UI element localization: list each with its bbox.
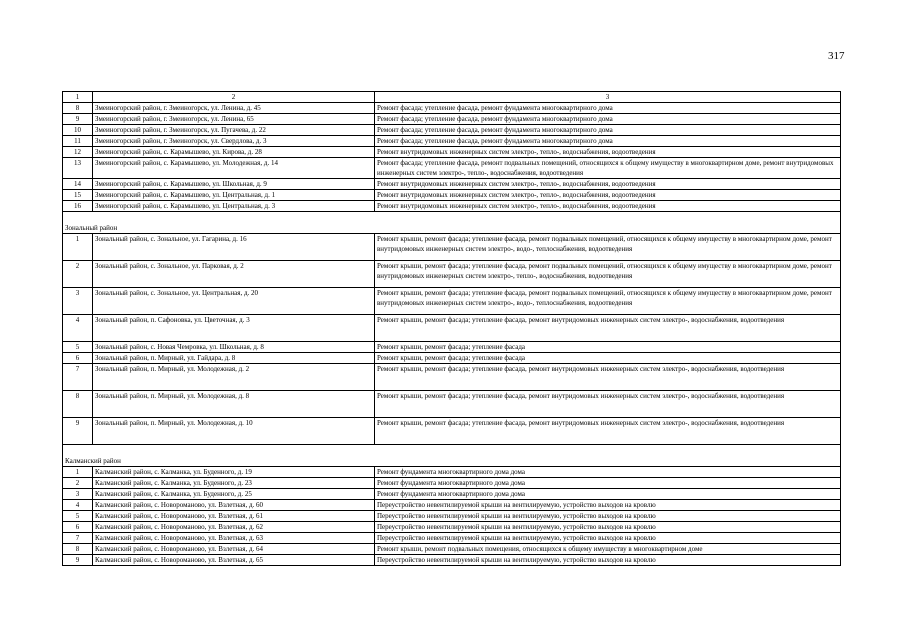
row-address: Зональный район, п. Мирный, ул. Молодежная, д. 10 (93, 418, 375, 445)
table-row (63, 125, 841, 136)
row-works: Переустройство невентилируемой крыши на вентилируемую, устройство выходов на кровлю (375, 511, 841, 522)
row-address: Калманский район, с. Калманка, ул. Буденного, д. 19 (93, 467, 375, 478)
row-works: Ремонт крыши, ремонт фасада; утепление фасада, ремонт подвальных помещений, относящихся к общему имуществу в многоквартирном доме, ремонт внутридомовых инженерных систем электро-, водо-, теплоснабжения, водоотведения (375, 288, 841, 315)
row-works: Ремонт внутридомовых инженерных систем электро-, тепло-, водоснабжения, водоотведения (375, 147, 841, 158)
row-address: Змеиногорский район, г. Змеиногорск, ул. Пугачева, д. 22 (93, 125, 375, 136)
table-row (63, 555, 841, 566)
row-works: Ремонт внутридомовых инженерных систем электро-, тепло-, водоснабжения, водоотведения (375, 179, 841, 190)
row-number: 8 (63, 103, 93, 114)
row-address: Калманский район, с. Новороманово, ул. Взлетная, д. 64 (93, 544, 375, 555)
row-address: Зональный район, п. Мирный, ул. Молодежная, д. 2 (93, 364, 375, 391)
table-row (63, 418, 841, 445)
row-address: Змеиногорский район, с. Карамышево, ул. Центральная, д. 1 (93, 190, 375, 201)
row-address: Зональный район, с. Зональное, ул. Гагарина, д. 16 (93, 234, 375, 261)
table-row (63, 500, 841, 511)
row-works: Ремонт крыши, ремонт фасада; утепление фасада, ремонт внутридомовых инженерных систем электро-, водоснабжения, водоотведения (375, 418, 841, 445)
table-row (63, 364, 841, 391)
row-number: 15 (63, 190, 93, 201)
row-works: Ремонт фасада; утепление фасада, ремонт фундамента многоквартирного дома (375, 125, 841, 136)
row-number: 5 (63, 342, 93, 353)
table-row (63, 467, 841, 478)
works-table (62, 91, 841, 566)
table-row (63, 114, 841, 125)
table-row (63, 136, 841, 147)
row-address: Калманский район, с. Калманка, ул. Буденного, д. 25 (93, 489, 375, 500)
row-address: Калманский район, с. Калманка, ул. Буденного, д. 23 (93, 478, 375, 489)
table-row (63, 533, 841, 544)
table-row (63, 544, 841, 555)
row-address: Зональный район, с. Новая Чемровка, ул. Школьная, д. 8 (93, 342, 375, 353)
row-works: Ремонт крыши, ремонт фасада; утепление фасада, ремонт внутридомовых инженерных систем электро-, водоснабжения, водоотведения (375, 391, 841, 418)
row-number: 4 (63, 500, 93, 511)
row-number: 1 (63, 467, 93, 478)
row-works: Ремонт крыши, ремонт фасада; утепление фасада, ремонт подвальных помещений, относящихся к общему имуществу в многоквартирном доме, ремонт внутридомовых инженерных систем электро-, водо-, теплоснабжения, водоотведения (375, 234, 841, 261)
section-heading-row (63, 212, 841, 234)
row-number: 2 (63, 261, 93, 288)
row-works: Ремонт крыши, ремонт фасада; утепление фасада (375, 342, 841, 353)
row-address: Зональный район, п. Мирный, ул. Гайдара, д. 8 (93, 353, 375, 364)
table-row (63, 511, 841, 522)
row-number: 11 (63, 136, 93, 147)
table-row (63, 342, 841, 353)
row-address: Змеиногорский район, г. Змеиногорск, ул. Ленина, 65 (93, 114, 375, 125)
row-works: Переустройство невентилируемой крыши на вентилируемую, устройство выходов на кровлю (375, 555, 841, 566)
row-address: Змеиногорский район, г. Змеиногорск, ул. Свердлова, д. 3 (93, 136, 375, 147)
row-address: Змеиногорский район, с. Карамышево, ул. Молодежная, д. 14 (93, 158, 375, 179)
table-row (63, 234, 841, 261)
row-address: Змеиногорский район, с. Карамышево, ул. Центральная, д. 3 (93, 201, 375, 212)
row-address: Зональный район, с. Зональное, ул. Центральная, д. 20 (93, 288, 375, 315)
row-works: Ремонт фундамента многоквартирного дома дома (375, 489, 841, 500)
page-number: 317 (828, 50, 845, 62)
row-address: Зональный район, с. Зональное, ул. Парковая, д. 2 (93, 261, 375, 288)
row-address: Змеиногорский район, г. Змеиногорск, ул. Ленина, д. 45 (93, 103, 375, 114)
row-number: 2 (63, 478, 93, 489)
row-number: 13 (63, 158, 93, 179)
table-row (63, 391, 841, 418)
table-row (63, 478, 841, 489)
row-address: Калманский район, с. Новороманово, ул. Взлетная, д. 62 (93, 522, 375, 533)
table-row (63, 147, 841, 158)
row-works: Переустройство невентилируемой крыши на вентилируемую, устройство выходов на кровлю (375, 533, 841, 544)
row-address: Змеиногорский район, с. Карамышево, ул. Кирова, д. 28 (93, 147, 375, 158)
table-row (63, 179, 841, 190)
row-number: 9 (63, 555, 93, 566)
row-number: 7 (63, 533, 93, 544)
row-address: Зональный район, п. Мирный, ул. Молодежная, д. 8 (93, 391, 375, 418)
section-heading-row (63, 445, 841, 467)
row-number: 14 (63, 179, 93, 190)
header-col-1: 1 (63, 92, 93, 103)
table-row (63, 353, 841, 364)
row-address: Калманский район, с. Новороманово, ул. Взлетная, д. 60 (93, 500, 375, 511)
row-works: Ремонт фасада; утепление фасада, ремонт фундамента многоквартирного дома (375, 136, 841, 147)
header-col-2: 2 (93, 92, 375, 103)
row-works: Ремонт внутридомовых инженерных систем электро-, тепло-, водоснабжения, водоотведения (375, 190, 841, 201)
table-header-row (63, 92, 841, 103)
row-works: Ремонт фундамента многоквартирного дома дома (375, 478, 841, 489)
table-row (63, 158, 841, 179)
table-row (63, 190, 841, 201)
section-heading: Калманский район (63, 445, 841, 467)
row-works: Переустройство невентилируемой крыши на вентилируемую, устройство выходов на кровлю (375, 522, 841, 533)
row-number: 8 (63, 391, 93, 418)
table-row (63, 288, 841, 315)
row-number: 3 (63, 489, 93, 500)
row-works: Переустройство невентилируемой крыши на вентилируемую, устройство выходов на кровлю (375, 500, 841, 511)
row-number: 6 (63, 353, 93, 364)
row-address: Калманский район, с. Новороманово, ул. Взлетная, д. 61 (93, 511, 375, 522)
row-number: 3 (63, 288, 93, 315)
row-number: 16 (63, 201, 93, 212)
row-address: Зональный район, п. Сафоновка, ул. Цветочная, д. 3 (93, 315, 375, 342)
table-row (63, 103, 841, 114)
row-number: 12 (63, 147, 93, 158)
row-number: 9 (63, 114, 93, 125)
table-row (63, 489, 841, 500)
row-works: Ремонт фундамента многоквартирного дома дома (375, 467, 841, 478)
header-col-3: 3 (375, 92, 841, 103)
row-number: 7 (63, 364, 93, 391)
row-works: Ремонт крыши, ремонт фасада; утепление фасада, ремонт подвальных помещений, относящихся к общему имуществу в многоквартирном доме, ремонт внутридомовых инженерных систем электро-, тепло-, водоснабжения, водоотведения (375, 261, 841, 288)
row-works: Ремонт фасада; утепление фасада, ремонт подвальных помещений, относящихся к общему имуществу в многоквартирном доме, ремонт внутридомовых инженерных систем электро-, тепло-, водоснабжения, водоотведения (375, 158, 841, 179)
row-number: 4 (63, 315, 93, 342)
row-works: Ремонт крыши, ремонт фасада; утепление фасада, ремонт внутридомовых инженерных систем электро-, водоснабжения, водоотведения (375, 315, 841, 342)
row-works: Ремонт крыши, ремонт фасада; утепление фасада, ремонт внутридомовых инженерных систем электро-, водоснабжения, водоотведения (375, 364, 841, 391)
row-works: Ремонт фасада; утепление фасада, ремонт фундамента многоквартирного дома (375, 103, 841, 114)
section-heading: Зональный район (63, 212, 841, 234)
table-row (63, 201, 841, 212)
row-number: 5 (63, 511, 93, 522)
row-number: 9 (63, 418, 93, 445)
row-works: Ремонт фасада; утепление фасада, ремонт фундамента многоквартирного дома (375, 114, 841, 125)
row-address: Змеиногорский район, с. Карамышево, ул. Школьная, д. 9 (93, 179, 375, 190)
row-works: Ремонт крыши, ремонт подвальных помещения, относящихся к общему имуществу в многоквартирном доме (375, 544, 841, 555)
row-works: Ремонт крыши, ремонт фасада; утепление фасада (375, 353, 841, 364)
table-row (63, 315, 841, 342)
row-address: Калманский район, с. Новороманово, ул. Взлетная, д. 63 (93, 533, 375, 544)
table-row (63, 522, 841, 533)
row-works: Ремонт внутридомовых инженерных систем электро-, тепло-, водоснабжения, водоотведения (375, 201, 841, 212)
row-address: Калманский район, с. Новороманово, ул. Взлетная, д. 65 (93, 555, 375, 566)
table-row (63, 261, 841, 288)
row-number: 6 (63, 522, 93, 533)
row-number: 10 (63, 125, 93, 136)
row-number: 8 (63, 544, 93, 555)
row-number: 1 (63, 234, 93, 261)
